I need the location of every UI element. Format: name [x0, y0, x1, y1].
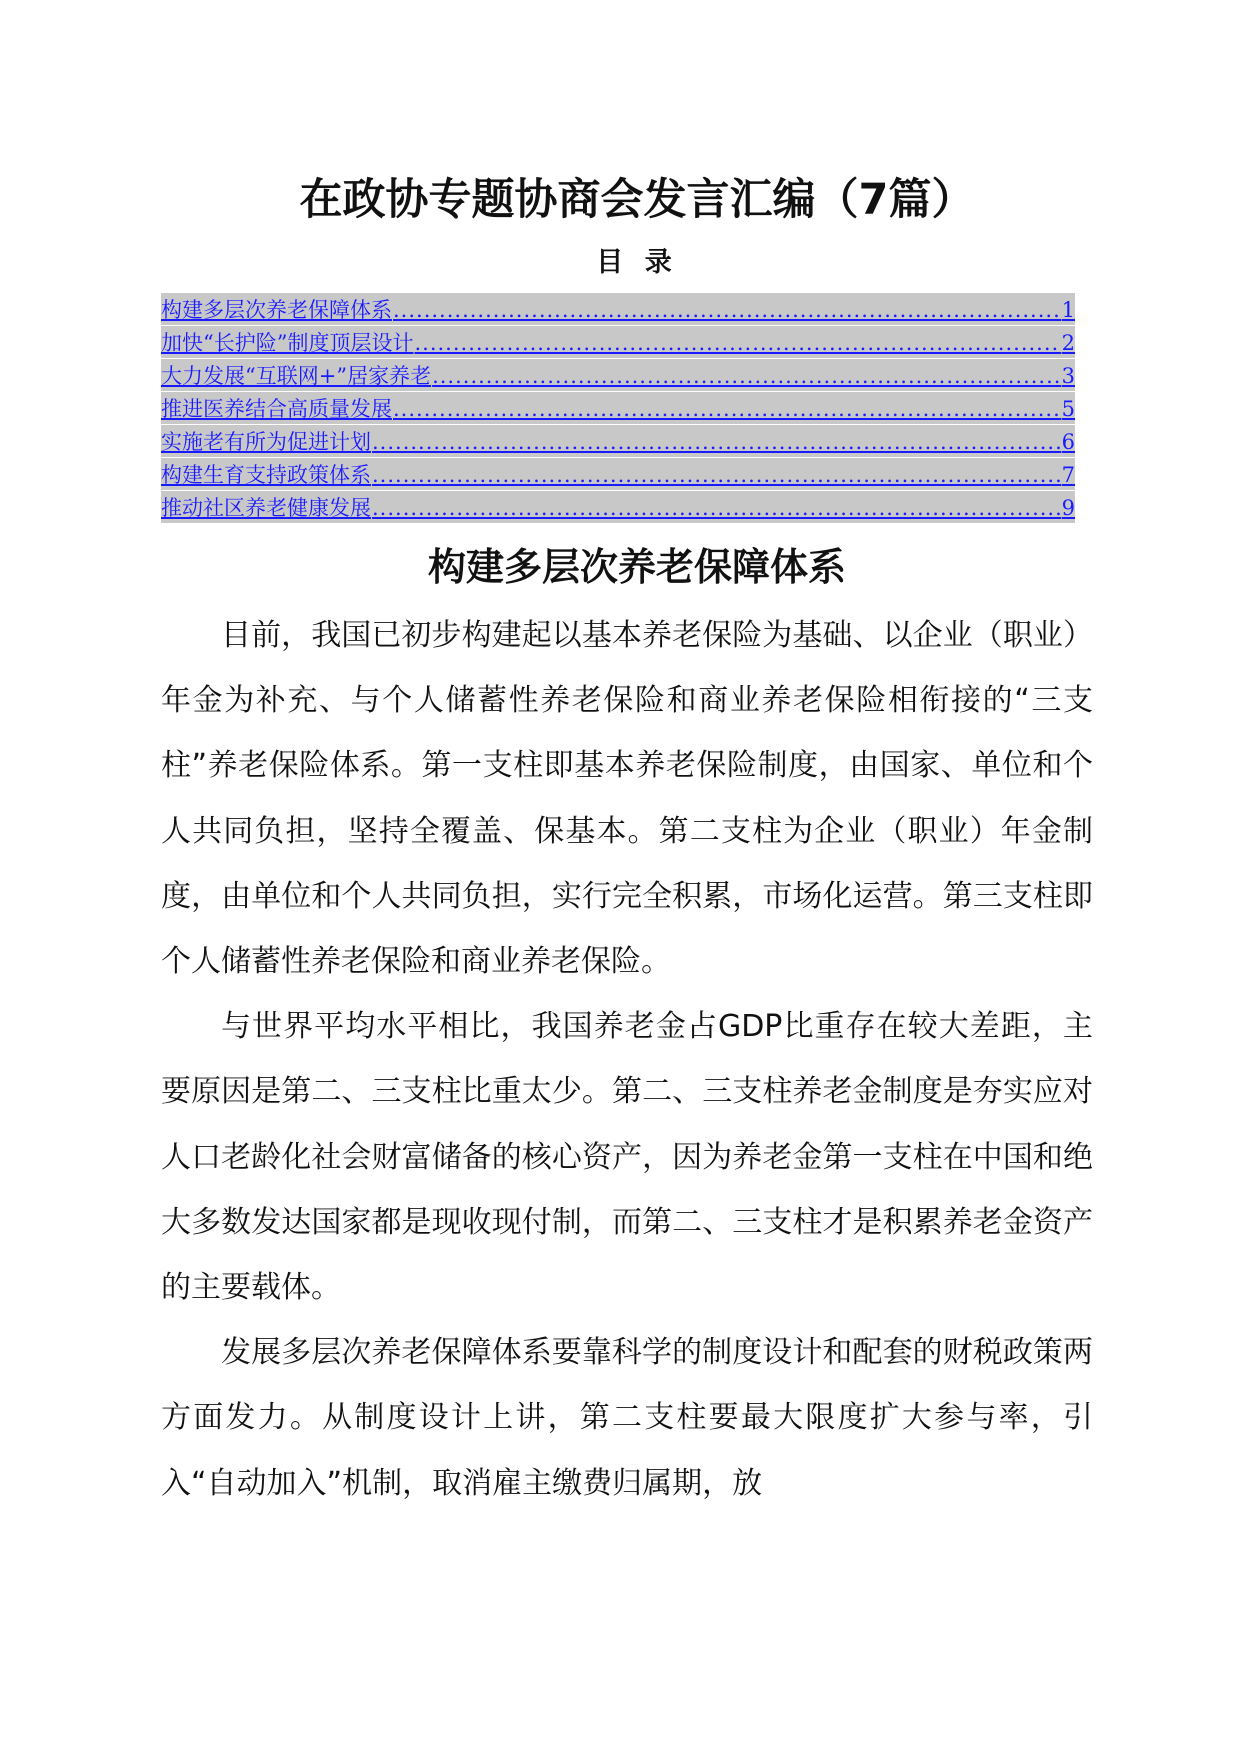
toc-leader-dots — [372, 427, 1061, 457]
toc-entry-label: 推进医养结合高质量发展 — [161, 397, 392, 421]
toc-entry[interactable] — [161, 425, 1075, 457]
toc-heading: 目 录 — [596, 247, 678, 278]
toc-leader-dots — [372, 493, 1061, 523]
toc-leader-dots — [393, 295, 1061, 325]
table-of-contents — [161, 293, 1075, 523]
toc-entry-page: 9 — [1061, 496, 1075, 520]
toc-entry-page: 3 — [1061, 364, 1075, 388]
toc-entry[interactable] — [161, 392, 1075, 424]
toc-entry[interactable] — [161, 491, 1075, 523]
body-paragraph: 目前，我国已初步构建起以基本养老保险为基础、以企业（职业）年金为补充、与个人储蓄性养老保险和商业养老保险相衔接的“三支柱”养老保险体系。第一支柱即基本养老保险制度，由国家、单位和个人共同负担，坚持全覆盖、保基本。第二支柱为企业（职业）年金制度，由单位和个人共同负担，实行完全积累，市场化运营。第三支柱即个人储蓄性养老保险和商业养老保险。 — [161, 618, 1093, 980]
toc-entry-label: 大力发展“互联网+”居家养老 — [161, 364, 432, 388]
toc-leader-dots — [372, 460, 1061, 490]
toc-entry-page: 2 — [1061, 331, 1075, 355]
body-paragraph: 发展多层次养老保障体系要靠科学的制度设计和配套的财税政策两方面发力。从制度设计上讲，第二支柱要最大限度扩大参与率，引入“自动加入”机制，取消雇主缴费归属期，放 — [161, 1335, 1093, 1501]
toc-entry-label: 构建生育支持政策体系 — [161, 463, 371, 487]
toc-entry[interactable] — [161, 326, 1075, 358]
document-title: 在政协专题协商会发言汇编（7篇） — [299, 175, 975, 225]
toc-entry[interactable] — [161, 458, 1075, 490]
toc-entry-label: 推动社区养老健康发展 — [161, 496, 371, 520]
section-title: 构建多层次养老保障体系 — [427, 545, 846, 589]
toc-entry-page: 7 — [1061, 463, 1075, 487]
toc-entry-page: 1 — [1061, 298, 1075, 322]
toc-entry-label: 实施老有所为促进计划 — [161, 430, 371, 454]
toc-entry[interactable] — [161, 293, 1075, 325]
toc-entry[interactable] — [161, 359, 1075, 391]
toc-entry-label: 构建多层次养老保障体系 — [161, 298, 392, 322]
toc-leader-dots — [393, 394, 1061, 424]
toc-entry-label: 加快“长护险”制度顶层设计 — [161, 331, 414, 355]
toc-entry-page: 6 — [1061, 430, 1075, 454]
toc-leader-dots — [414, 328, 1060, 358]
toc-entry-page: 5 — [1061, 397, 1075, 421]
body-paragraph: 与世界平均水平相比，我国养老金占GDP比重存在较大差距，主要原因是第二、三支柱比重太少。第二、三支柱养老金制度是夯实应对人口老龄化社会财富储备的核心资产，因为养老金第一支柱在中国和绝大多数发达国家都是现收现付制，而第二、三支柱才是积累养老金资产的主要载体。 — [161, 1009, 1093, 1306]
toc-leader-dots — [432, 361, 1061, 391]
